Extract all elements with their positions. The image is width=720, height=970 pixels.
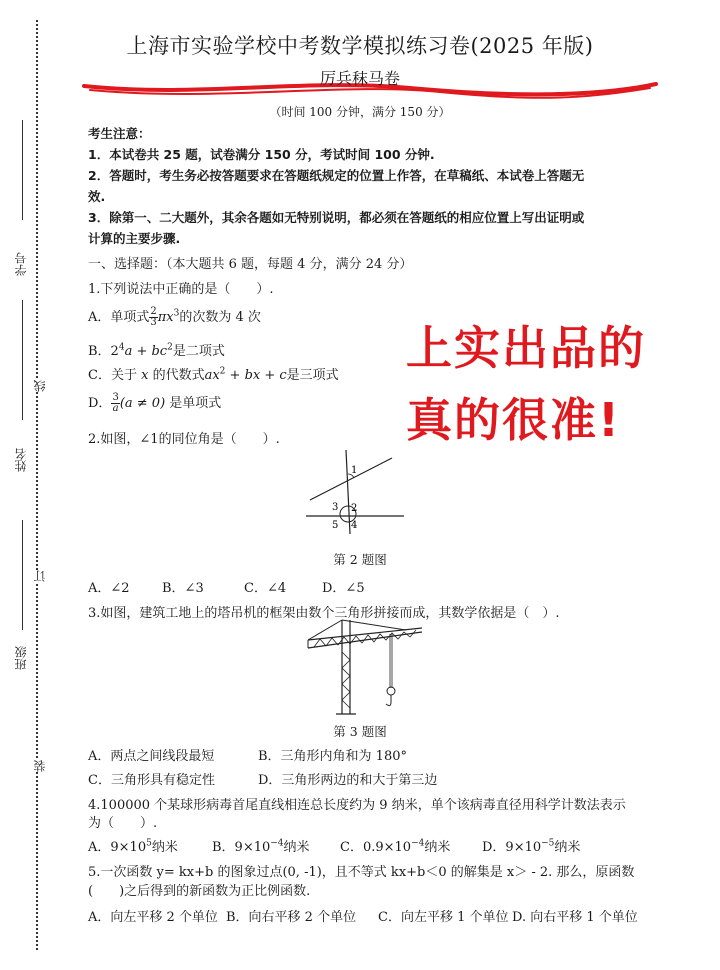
q2-angle-label-1: 1 <box>351 465 358 476</box>
notice-item-3-cont: 计算的主要步骤. <box>88 231 181 246</box>
class-label: 班级 <box>14 646 28 670</box>
q1-d-post: 是单项式 <box>165 396 222 411</box>
q1-a-num: 2 <box>150 306 157 317</box>
time-note: （时间 100 分钟，满分 150 分） <box>269 105 451 119</box>
section-heading: 一、选择题：（本大题共 6 题，每题 4 分，满分 24 分） <box>88 257 413 272</box>
notice-heading: 考生注意： <box>88 126 151 141</box>
q3-stem: 3.如图，建筑工地上的塔吊机的框架由数个三角形拼接而成，其数学依据是（ ）. <box>88 606 560 621</box>
notice-item-1: 1．本试卷共 25 题，试卷满分 150 分，考试时间 100 分钟. <box>88 147 435 162</box>
name-label: 姓名 <box>14 448 28 472</box>
q1-option-c <box>88 364 339 383</box>
q3-option-d: D．三角形两边的和大于第三边 <box>258 773 438 788</box>
q2-angle-label-3: 3 <box>332 502 339 513</box>
binding-mark-ding: 订 <box>33 570 47 582</box>
q1-a-exp: 3 <box>173 308 180 319</box>
q4-option-c <box>340 836 450 855</box>
q3-option-b: B．三角形内角和为 180° <box>258 749 407 764</box>
q4-b-post: 纳米 <box>283 840 310 855</box>
promo-stamp-line2: 真的很准! <box>406 393 621 447</box>
q4-b-prefix: B．9×10 <box>212 840 271 855</box>
q1-d-num: 3 <box>112 392 119 403</box>
q4-option-d <box>482 836 580 855</box>
q2-option-d: D．∠5 <box>322 581 365 596</box>
q1-d-fraction <box>111 393 119 414</box>
q1-c-expr2: + bx + c <box>225 368 287 383</box>
q1-c-mid: 的代数式 <box>148 368 205 383</box>
q1-c-post: 是三项式 <box>286 368 339 383</box>
q1-d-den: a <box>112 403 119 414</box>
q4-c-prefix: C．0.9×10 <box>340 840 412 855</box>
q4-a-post: 纳米 <box>151 840 178 855</box>
q1-c-prefix: C．关于 <box>88 368 142 383</box>
notice-item-2-cont: 效. <box>88 189 106 204</box>
q4-c-exp: −4 <box>411 838 425 849</box>
q2-figure <box>300 448 410 538</box>
q1-option-b <box>88 340 225 359</box>
q2-angle-label-4: 4 <box>351 520 358 531</box>
q3-crane-figure <box>306 618 426 718</box>
q4-a-exp: 5 <box>146 838 152 849</box>
q4-d-prefix: D．9×10 <box>482 840 542 855</box>
q1-b-exp2: 2 <box>167 342 173 353</box>
notice-item-3: 3．除第一、二大题外，其余各题如无特别说明，都必须在答题纸的相应位置上写出证明或 <box>88 210 585 225</box>
binding-dotted-line <box>36 20 38 950</box>
q1-a-post: 的次数为 4 次 <box>179 310 261 325</box>
q1-c-exp: 2 <box>219 366 226 377</box>
q1-b-mid: a + bc <box>124 344 168 359</box>
q1-b-prefix: B．2 <box>88 344 119 359</box>
q4-a-prefix: A．9×10 <box>88 840 147 855</box>
q1-option-d <box>88 392 221 414</box>
q4-option-a <box>88 836 178 855</box>
q5-stem-line2: ( )之后得到的新函数为正比例函数. <box>88 884 311 899</box>
q4-d-exp: −5 <box>541 838 555 849</box>
q1-c-var: x <box>141 368 149 383</box>
student-no-rule <box>22 120 23 220</box>
q3-option-c: C．三角形具有稳定性 <box>88 773 215 788</box>
q2-caption: 第 2 题图 <box>333 552 387 567</box>
q2-option-a: A．∠2 <box>88 581 130 596</box>
class-rule <box>22 520 23 630</box>
q4-option-b <box>212 836 310 855</box>
q2-angle-label-5: 5 <box>332 520 339 531</box>
q1-b-post: 是二项式 <box>172 344 225 359</box>
student-no-label: 学号 <box>14 252 28 276</box>
q4-c-post: 纳米 <box>424 840 451 855</box>
q5-option-b: B．向右平移 2 个单位 <box>226 910 357 925</box>
exam-subtitle: 厉兵秣马卷 <box>319 69 400 88</box>
q1-c-expr1: ax <box>204 368 220 383</box>
q4-b-exp: −4 <box>270 838 284 849</box>
q1-a-den: 3 <box>150 317 157 328</box>
q5-stem-line1: 5.一次函数 y= kx+b 的图象过点(0, -1)，且不等式 kx+b＜0 的解集是 x＞ - 2. 那么，原函数 <box>88 865 635 880</box>
binding-mark-line: 线 <box>33 380 47 392</box>
q2-stem: 2.如图，∠1的同位角是（ ）. <box>88 432 280 447</box>
q4-d-post: 纳米 <box>554 840 581 855</box>
q1-a-mid: πx <box>157 310 174 325</box>
q1-a-fraction <box>149 307 157 328</box>
q1-d-cond: (a ≠ 0) <box>119 396 166 411</box>
q1-d-prefix: D． <box>88 396 112 411</box>
q2-angle-label-2: 2 <box>351 503 358 514</box>
notice-item-2: 2．答题时，考生务必按答题要求在答题纸规定的位置上作答，在草稿纸、本试卷上答题无 <box>88 168 585 183</box>
q5-option-a: A．向左平移 2 个单位 <box>88 910 218 925</box>
q2-option-b: B．∠3 <box>162 581 204 596</box>
q3-option-a: A．两点之间线段最短 <box>88 749 215 764</box>
q5-option-d: D. 向右平移 1 个单位 <box>512 910 638 925</box>
q4-stem-line2: 为（ ）. <box>88 816 158 831</box>
q2-option-c: C．∠4 <box>244 581 287 596</box>
name-rule <box>22 300 23 420</box>
q3-caption: 第 3 题图 <box>333 724 387 739</box>
binding-mark-zhuang: 装 <box>33 760 47 772</box>
q1-a-prefix: A．单项式 <box>88 310 150 325</box>
q1-stem: 1.下列说法中正确的是（ ）. <box>88 282 274 297</box>
q5-option-c: C．向左平移 1 个单位 <box>378 910 509 925</box>
promo-stamp-line1: 上实出品的 <box>406 321 646 375</box>
q4-stem-line1: 4.100000 个某球形病毒首尾直线相连总长度约为 9 纳米，单个该病毒直径用科学计数法表示 <box>88 798 626 813</box>
q1-b-exp1: 4 <box>118 342 125 353</box>
exam-title: 上海市实验学校中考数学模拟练习卷(2025 年版) <box>126 34 594 58</box>
q1-option-a <box>88 306 261 328</box>
